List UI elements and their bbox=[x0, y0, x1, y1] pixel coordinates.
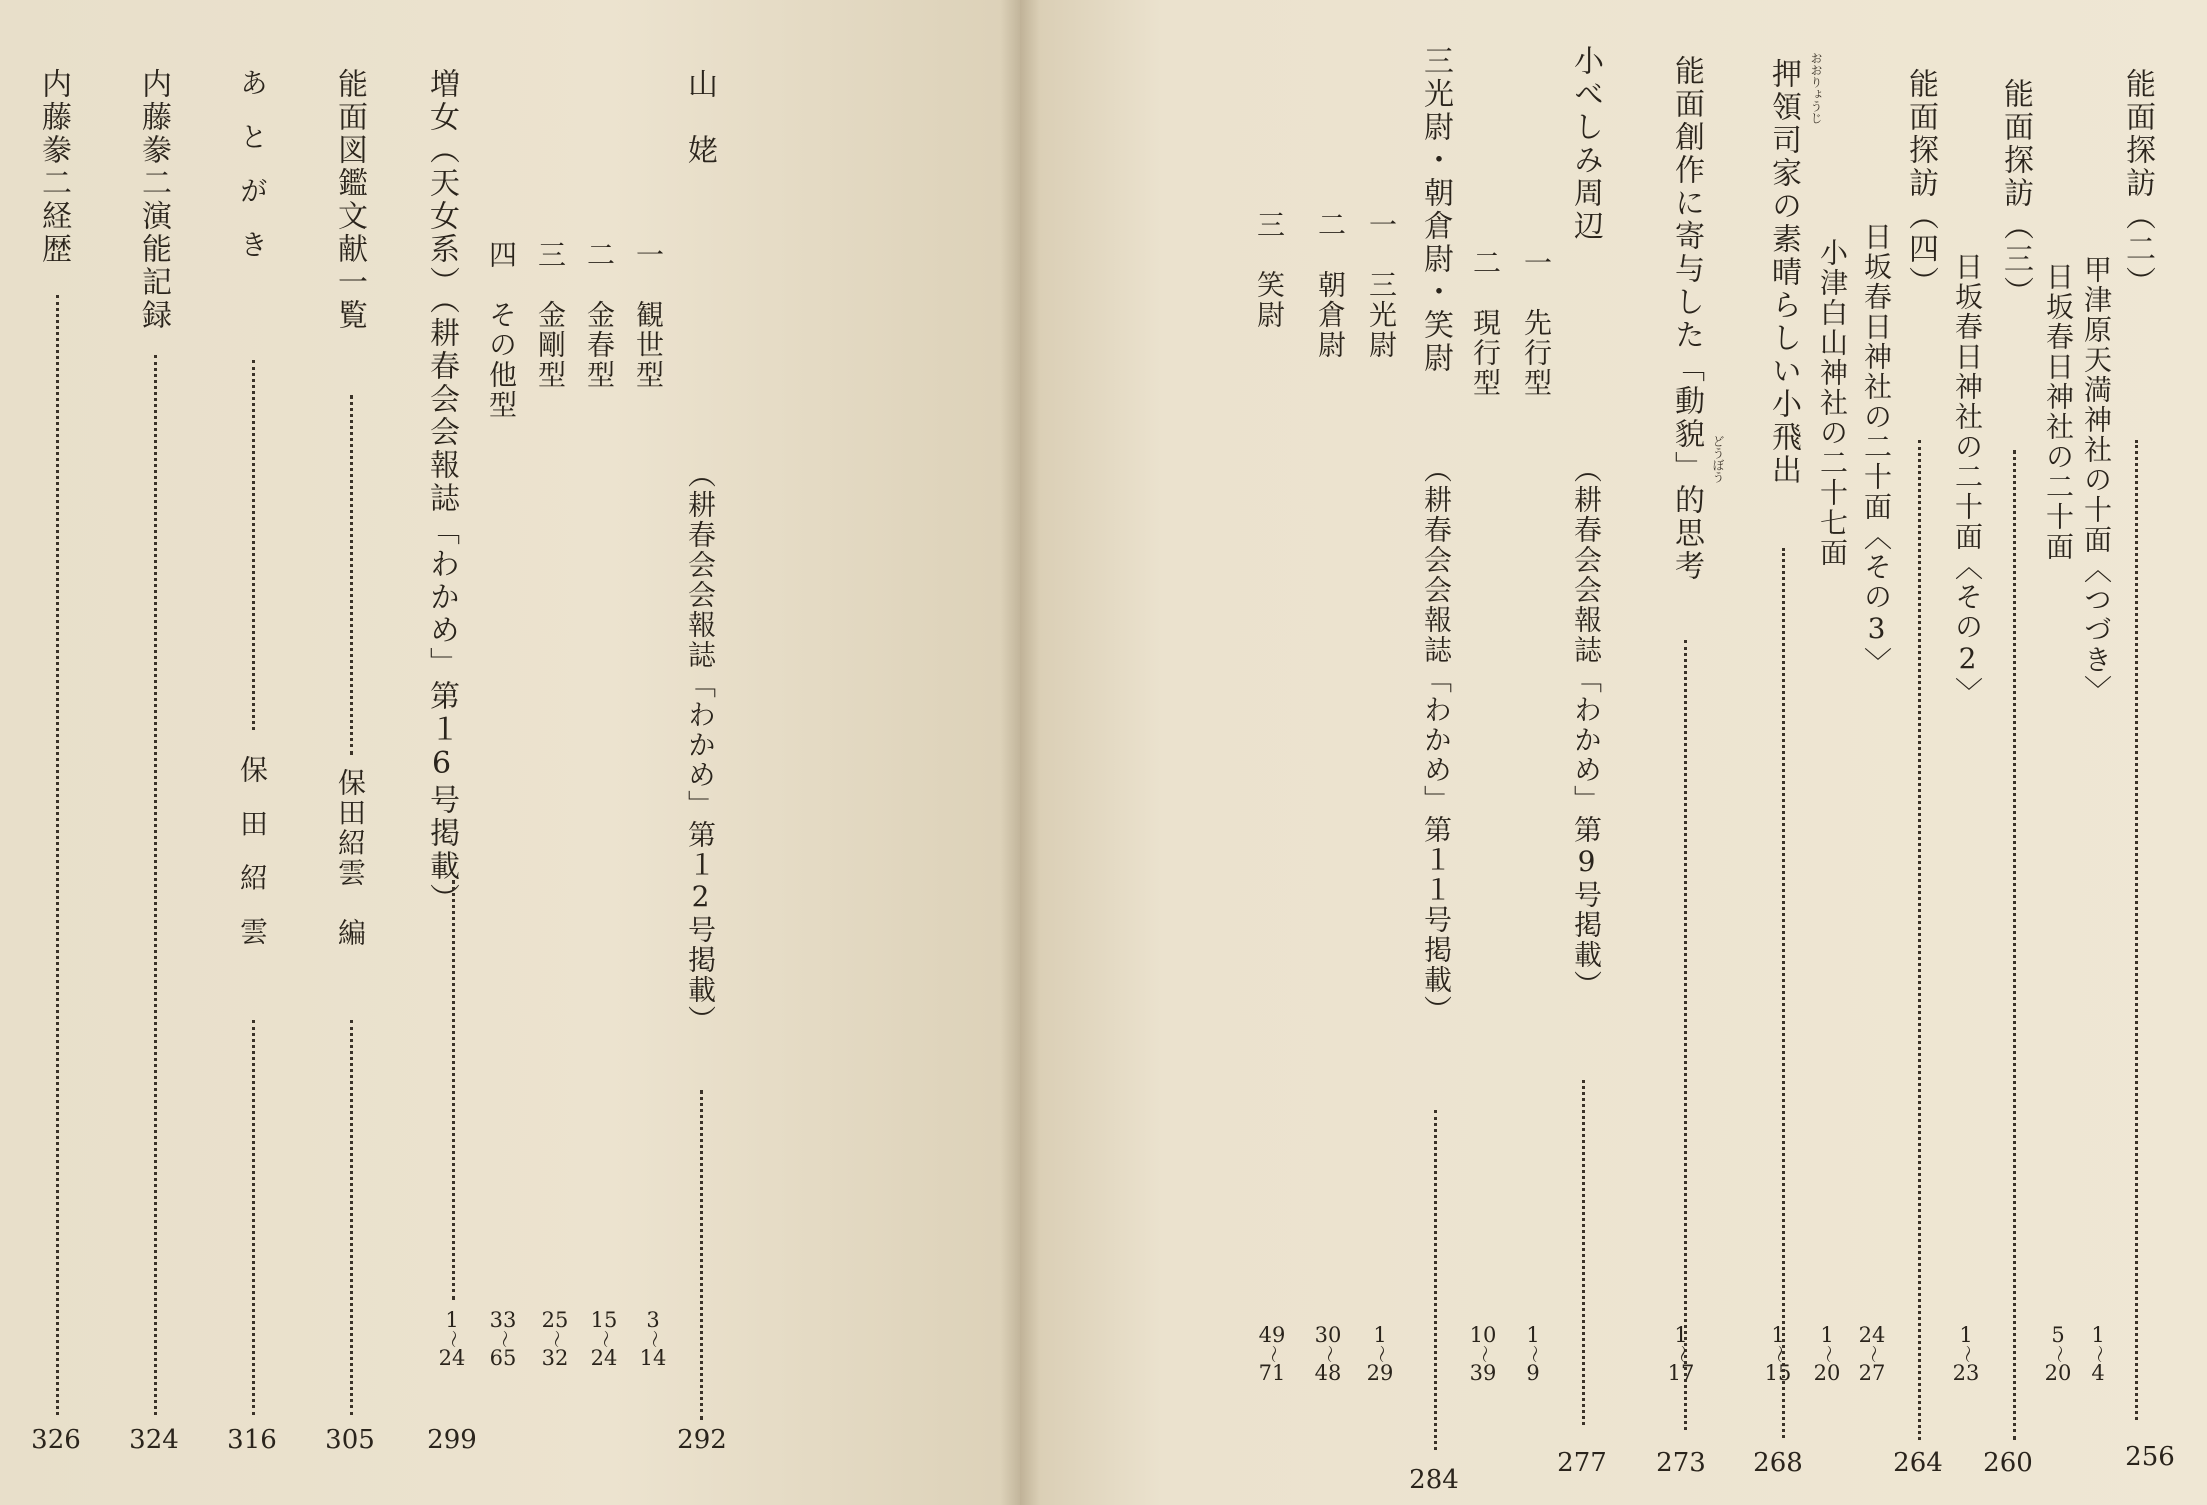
plate-range: 5 〜 20 bbox=[2044, 1323, 2072, 1385]
page-number: 292 bbox=[677, 1425, 727, 1455]
ruby-reading: おおりょうじ bbox=[1809, 52, 1823, 124]
entry-subtitle: 日坂春日神社の二十面〈その2〉 bbox=[1951, 252, 1984, 707]
entry-item: 二 朝倉尉 bbox=[1314, 210, 1347, 360]
plate-range: 10 〜 39 bbox=[1469, 1323, 1497, 1385]
page-number: 256 bbox=[2125, 1442, 2175, 1472]
entry-title: 能面創作に寄与した「動貌」的思考 bbox=[1669, 55, 1704, 583]
page-number: 264 bbox=[1893, 1448, 1943, 1478]
leader-dots bbox=[252, 1020, 255, 1415]
plate-range: 24 〜 27 bbox=[1858, 1323, 1886, 1385]
entry-note: （耕春会会報誌「わかめ」第１１号掲載） bbox=[1420, 455, 1453, 1025]
entry-author: 保田紹雲 編 bbox=[334, 768, 367, 948]
plate-range: 33 〜 65 bbox=[489, 1308, 517, 1370]
plate-range: 3 〜 14 bbox=[639, 1308, 667, 1370]
plate-range: 1 〜 4 bbox=[2088, 1323, 2109, 1385]
ruby-reading: どうぼう bbox=[1711, 435, 1725, 483]
page-number: 299 bbox=[427, 1425, 477, 1455]
leader-dots bbox=[350, 1020, 353, 1415]
entry-title: 能面探訪（三） bbox=[1998, 78, 2033, 309]
plate-range: 25 〜 32 bbox=[541, 1308, 569, 1370]
entry-title: 能面探訪（四） bbox=[1903, 68, 1938, 299]
entry-item: 二 金春型 bbox=[583, 240, 616, 390]
plate-range: 1 〜 24 bbox=[438, 1308, 466, 1370]
entry-title: 内藤豢二経歴 bbox=[36, 68, 71, 266]
entry-title: 内藤豢二演能記録 bbox=[136, 68, 171, 332]
entry-subtitle: 甲津原天満神社の十面〈つづき〉 bbox=[2080, 255, 2113, 705]
entry-item: 三 笑尉 bbox=[1253, 210, 1286, 330]
page-number: 316 bbox=[227, 1425, 277, 1455]
entry-subtitle: 小津白山神社の二十七面 bbox=[1816, 238, 1849, 568]
entry-note: （耕春会会報誌「わかめ」第9号掲載） bbox=[1570, 455, 1603, 1000]
entry-item: 四 その他型 bbox=[485, 240, 518, 420]
entry-title: あとがき bbox=[236, 68, 269, 284]
plate-range: 1 〜 29 bbox=[1366, 1323, 1394, 1385]
page-number: 284 bbox=[1409, 1465, 1459, 1495]
leader-dots bbox=[700, 1090, 703, 1420]
plate-range: 1 〜 17 bbox=[1667, 1323, 1695, 1385]
plate-range: 30 〜 48 bbox=[1314, 1323, 1342, 1385]
leader-dots bbox=[154, 355, 157, 1415]
entry-title: 小べしみ周辺 bbox=[1568, 45, 1603, 243]
leader-dots bbox=[452, 880, 455, 1300]
entry-item: 一 先行型 bbox=[1520, 248, 1553, 398]
page-number: 277 bbox=[1557, 1448, 1607, 1478]
leader-dots bbox=[2135, 440, 2138, 1420]
entry-item: 一 三光尉 bbox=[1365, 210, 1398, 360]
leader-dots bbox=[1582, 1080, 1585, 1425]
page-number: 268 bbox=[1753, 1448, 1803, 1478]
page-number: 324 bbox=[129, 1425, 179, 1455]
page-number: 260 bbox=[1983, 1448, 2033, 1478]
leader-dots bbox=[252, 360, 255, 730]
entry-title: 能面図鑑文献一覧 bbox=[332, 68, 367, 332]
leader-dots bbox=[1918, 440, 1921, 1440]
entry-note: （耕春会会報誌「わかめ」第１2号掲載） bbox=[684, 460, 717, 1035]
entry-author: 保田紹雲 bbox=[236, 755, 269, 971]
plate-range: 1 〜 20 bbox=[1813, 1323, 1841, 1385]
leader-dots bbox=[56, 295, 59, 1415]
plate-range: 1 〜 15 bbox=[1764, 1323, 1792, 1385]
entry-item: 一 観世型 bbox=[632, 240, 665, 390]
plate-range: 15 〜 24 bbox=[590, 1308, 618, 1370]
entry-title: 増女（天女系）（耕春会会報誌「わかめ」第１6号掲載） bbox=[424, 68, 459, 916]
leader-dots bbox=[1684, 640, 1687, 1430]
entry-item: 二 現行型 bbox=[1469, 248, 1502, 398]
page-number: 273 bbox=[1656, 1448, 1706, 1478]
plate-range: 1 〜 23 bbox=[1952, 1323, 1980, 1385]
page-number: 305 bbox=[325, 1425, 375, 1455]
leader-dots bbox=[2013, 450, 2016, 1440]
entry-title: 三光尉・朝倉尉・笑尉 bbox=[1418, 45, 1453, 375]
entry-item: 三 金剛型 bbox=[534, 240, 567, 390]
book-gutter bbox=[1000, 0, 1040, 1505]
leader-dots bbox=[1782, 548, 1785, 1438]
leader-dots bbox=[350, 395, 353, 755]
plate-range: 49 〜 71 bbox=[1258, 1323, 1286, 1385]
plate-range: 1 〜 9 bbox=[1523, 1323, 1544, 1385]
entry-subtitle: 日坂春日神社の二十面 bbox=[2042, 262, 2075, 562]
leader-dots bbox=[1434, 1110, 1437, 1450]
page-number: 326 bbox=[31, 1425, 81, 1455]
entry-title: 山 姥 bbox=[682, 68, 717, 167]
entry-title: 能面探訪（二） bbox=[2120, 68, 2155, 299]
entry-title: 押領司家の素晴らしい小飛出 bbox=[1766, 58, 1801, 487]
entry-subtitle: 日坂春日神社の二十面〈その3〉 bbox=[1860, 222, 1893, 677]
